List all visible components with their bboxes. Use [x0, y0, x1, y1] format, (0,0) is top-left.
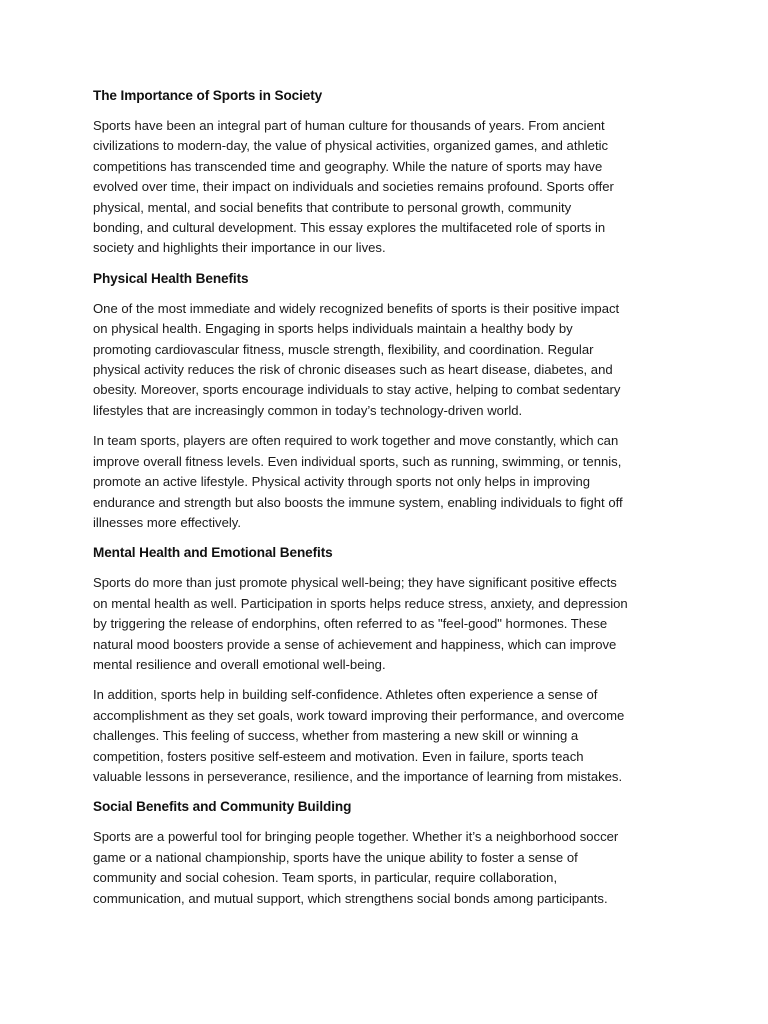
document-body — [93, 116, 678, 909]
paragraph-line: evolved over time, their impact on individuals and societies remains profound. Sports offer — [93, 179, 614, 195]
paragraph-line: community and social cohesion. Team sports, in particular, require collaboration, — [93, 870, 558, 886]
section-heading: Physical Health Benefits — [93, 270, 249, 286]
paragraph-line: promote an active lifestyle. Physical activity through sports not only helps in improving — [93, 474, 591, 490]
paragraph-line: game or a national championship, sports have the unique ability to foster a sense of — [93, 849, 578, 865]
paragraph-line: competition, fosters positive self-esteem and motivation. Even in failure, sports teach — [93, 748, 584, 764]
paragraph-line: physical activity reduces the risk of chronic diseases such as heart disease, diabetes, and — [93, 362, 613, 378]
paragraph-line: One of the most immediate and widely recognized benefits of sports is their positive impact — [93, 300, 620, 316]
document-title: The Importance of Sports in Society — [93, 88, 323, 103]
paragraph-line: communication, and mutual support, which strengthens social bonds among participants. — [93, 890, 608, 906]
paragraph-line: on physical health. Engaging in sports helps individuals maintain a healthy body by — [93, 321, 573, 337]
body-paragraph — [93, 431, 678, 533]
paragraph-line: illnesses more effectively. — [93, 514, 241, 530]
paragraph-line: bonding, and cultural development. This essay explores the multifaceted role of sports in — [93, 220, 606, 236]
paragraph-line: In team sports, players are often required to work together and move constantly, which can — [93, 433, 619, 449]
paragraph-line: natural mood boosters provide a sense of achievement and happiness, which can improve — [93, 636, 617, 652]
paragraph-line: physical, mental, and social benefits that contribute to personal growth, community — [93, 199, 572, 215]
paragraph-line: on mental health as well. Participation in sports helps reduce stress, anxiety, and depression — [93, 595, 628, 611]
paragraph-line: challenges. This feeling of success, whether from mastering a new skill or winning a — [93, 728, 579, 744]
paragraph-line: Sports have been an integral part of human culture for thousands of years. From ancient — [93, 118, 605, 133]
section-heading: Mental Health and Emotional Benefits — [93, 545, 333, 561]
document-section — [93, 797, 678, 909]
document-section — [93, 116, 678, 259]
body-paragraph — [93, 116, 678, 259]
paragraph-line: Sports do more than just promote physical well-being; they have significant positive effects — [93, 575, 617, 591]
paragraph-line: In addition, sports help in building self-confidence. Athletes often experience a sense of — [93, 687, 598, 703]
paragraph-line: valuable lessons in perseverance, resilience, and the importance of learning from mistakes. — [93, 768, 623, 784]
section-heading: Social Benefits and Community Building — [93, 799, 352, 815]
document-section — [93, 543, 678, 787]
paragraph-line: mental resilience and overall emotional well-being. — [93, 656, 386, 672]
body-paragraph — [93, 827, 678, 909]
paragraph-line: society and highlights their importance in our lives. — [93, 240, 386, 256]
paragraph-line: accomplishment as they set goals, work toward improving their performance, and overcome — [93, 707, 625, 723]
paragraph-line: lifestyles that are increasingly common in today’s technology-driven world. — [93, 402, 523, 418]
body-paragraph — [93, 299, 678, 421]
body-paragraph — [93, 573, 678, 675]
paragraph-line: competitions has transcended time and geography. While the nature of sports may have — [93, 158, 603, 174]
paragraph-line: by triggering the release of endorphins, often referred to as "feel-good" hormones. These — [93, 616, 608, 632]
paragraph-line: improve overall fitness levels. Even individual sports, such as running, swimming, or tennis, — [93, 453, 622, 469]
document-page — [93, 86, 678, 919]
body-paragraph — [93, 685, 678, 787]
paragraph-line: promoting cardiovascular fitness, muscle strength, flexibility, and coordination. Regular — [93, 341, 594, 357]
paragraph-line: obesity. Moreover, sports encourage individuals to stay active, helping to combat sedentary — [93, 382, 621, 398]
paragraph-line: civilizations to modern-day, the value of physical activities, organized games, and athletic — [93, 138, 609, 154]
paragraph-line: Sports are a powerful tool for bringing people together. Whether it’s a neighborhood soccer — [93, 829, 619, 845]
paragraph-line: endurance and strength but also boosts the immune system, enabling individuals to fight off — [93, 494, 623, 510]
document-section — [93, 269, 678, 533]
